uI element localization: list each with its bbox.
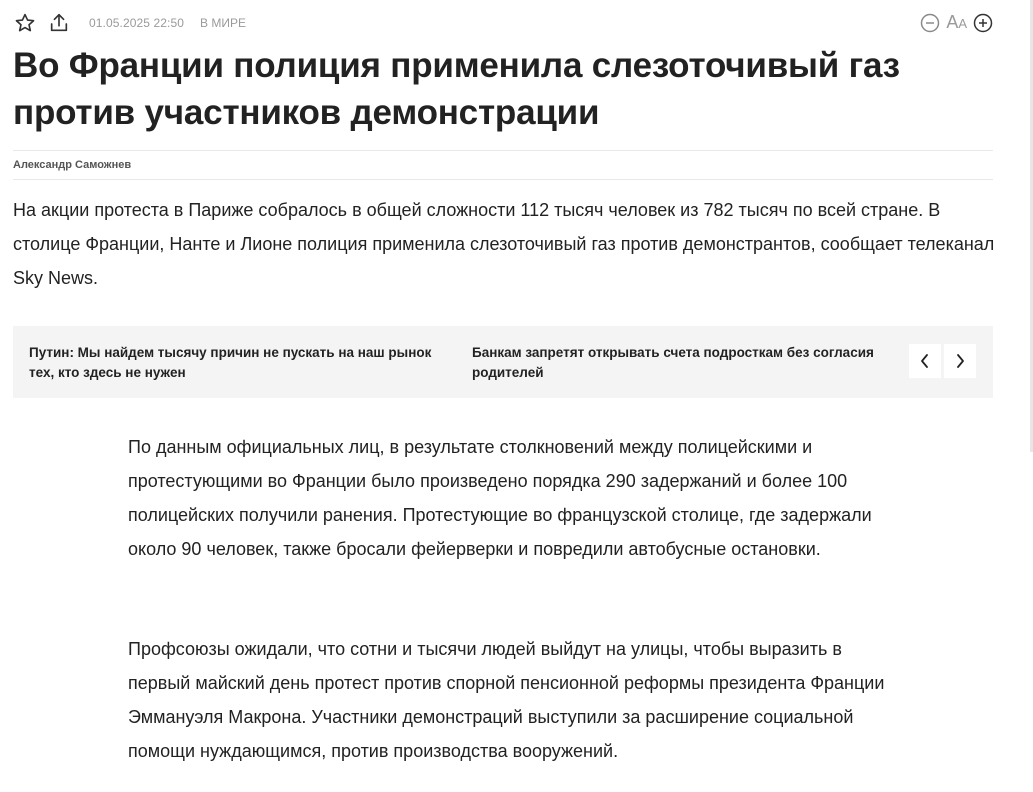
share-icon[interactable] <box>47 11 71 35</box>
chevron-left-icon <box>919 353 931 369</box>
star-icon[interactable] <box>13 11 37 35</box>
plus-circle-icon[interactable] <box>973 13 993 33</box>
author-link[interactable]: Александр Саможнев <box>13 159 132 171</box>
author-bar <box>13 150 993 180</box>
article-toolbar <box>13 10 246 36</box>
related-news-item[interactable]: Путин: Мы найдем тысячу причин не пускать на наш рынок тех, кто здесь не нужен <box>29 345 432 380</box>
font-size-controls <box>920 12 993 34</box>
publish-date: 01.05.2025 22:50 <box>89 16 185 30</box>
chevron-right-icon <box>954 353 966 369</box>
related-news-item[interactable]: Банкам запретят открывать счета подросткам без согласия родителей <box>472 345 874 380</box>
rubric-link[interactable]: В МИРЕ <box>200 16 246 30</box>
article-paragraph: Профсоюзы ожидали, что сотни и тысячи людей выйдут на улицы, чтобы выразить в первый майский день протест против спорной пенсионной реформы президента Франции Эммануэля Макрона. Участники демонстраций выступили за расширение социальной помощи нуждающимся, против производства вооружений. <box>128 639 885 761</box>
minus-circle-icon[interactable] <box>920 13 940 33</box>
article-paragraph: По данным официальных лиц, в результате столкновений между полицейскими и протестующими во Франции было произведено порядка 290 задержаний и более 100 полицейских получили ранения. Протестующие во французской столице, где задержали около 90 человек, также бросали фейерверки и повредили автобусные остановки. <box>128 437 872 559</box>
article-lead: На акции протеста в Париже собралось в общей сложности 112 тысяч человек из 782 тысяч по всей стране. В столице Франции, Нанте и Лионе полиция применила слезоточивый газ против демонстрантов, сообщает телеканал Sky News. <box>13 200 995 288</box>
carousel-prev-button[interactable] <box>909 344 941 378</box>
carousel-next-button[interactable] <box>944 344 976 378</box>
font-size-label <box>946 12 967 34</box>
article-title: Во Франции полиция применила слезоточивый газ против участников демонстрации <box>13 46 900 132</box>
related-news-panel <box>13 326 993 398</box>
font-size-label-small: A <box>958 16 967 31</box>
font-size-label-big: A <box>946 12 959 32</box>
